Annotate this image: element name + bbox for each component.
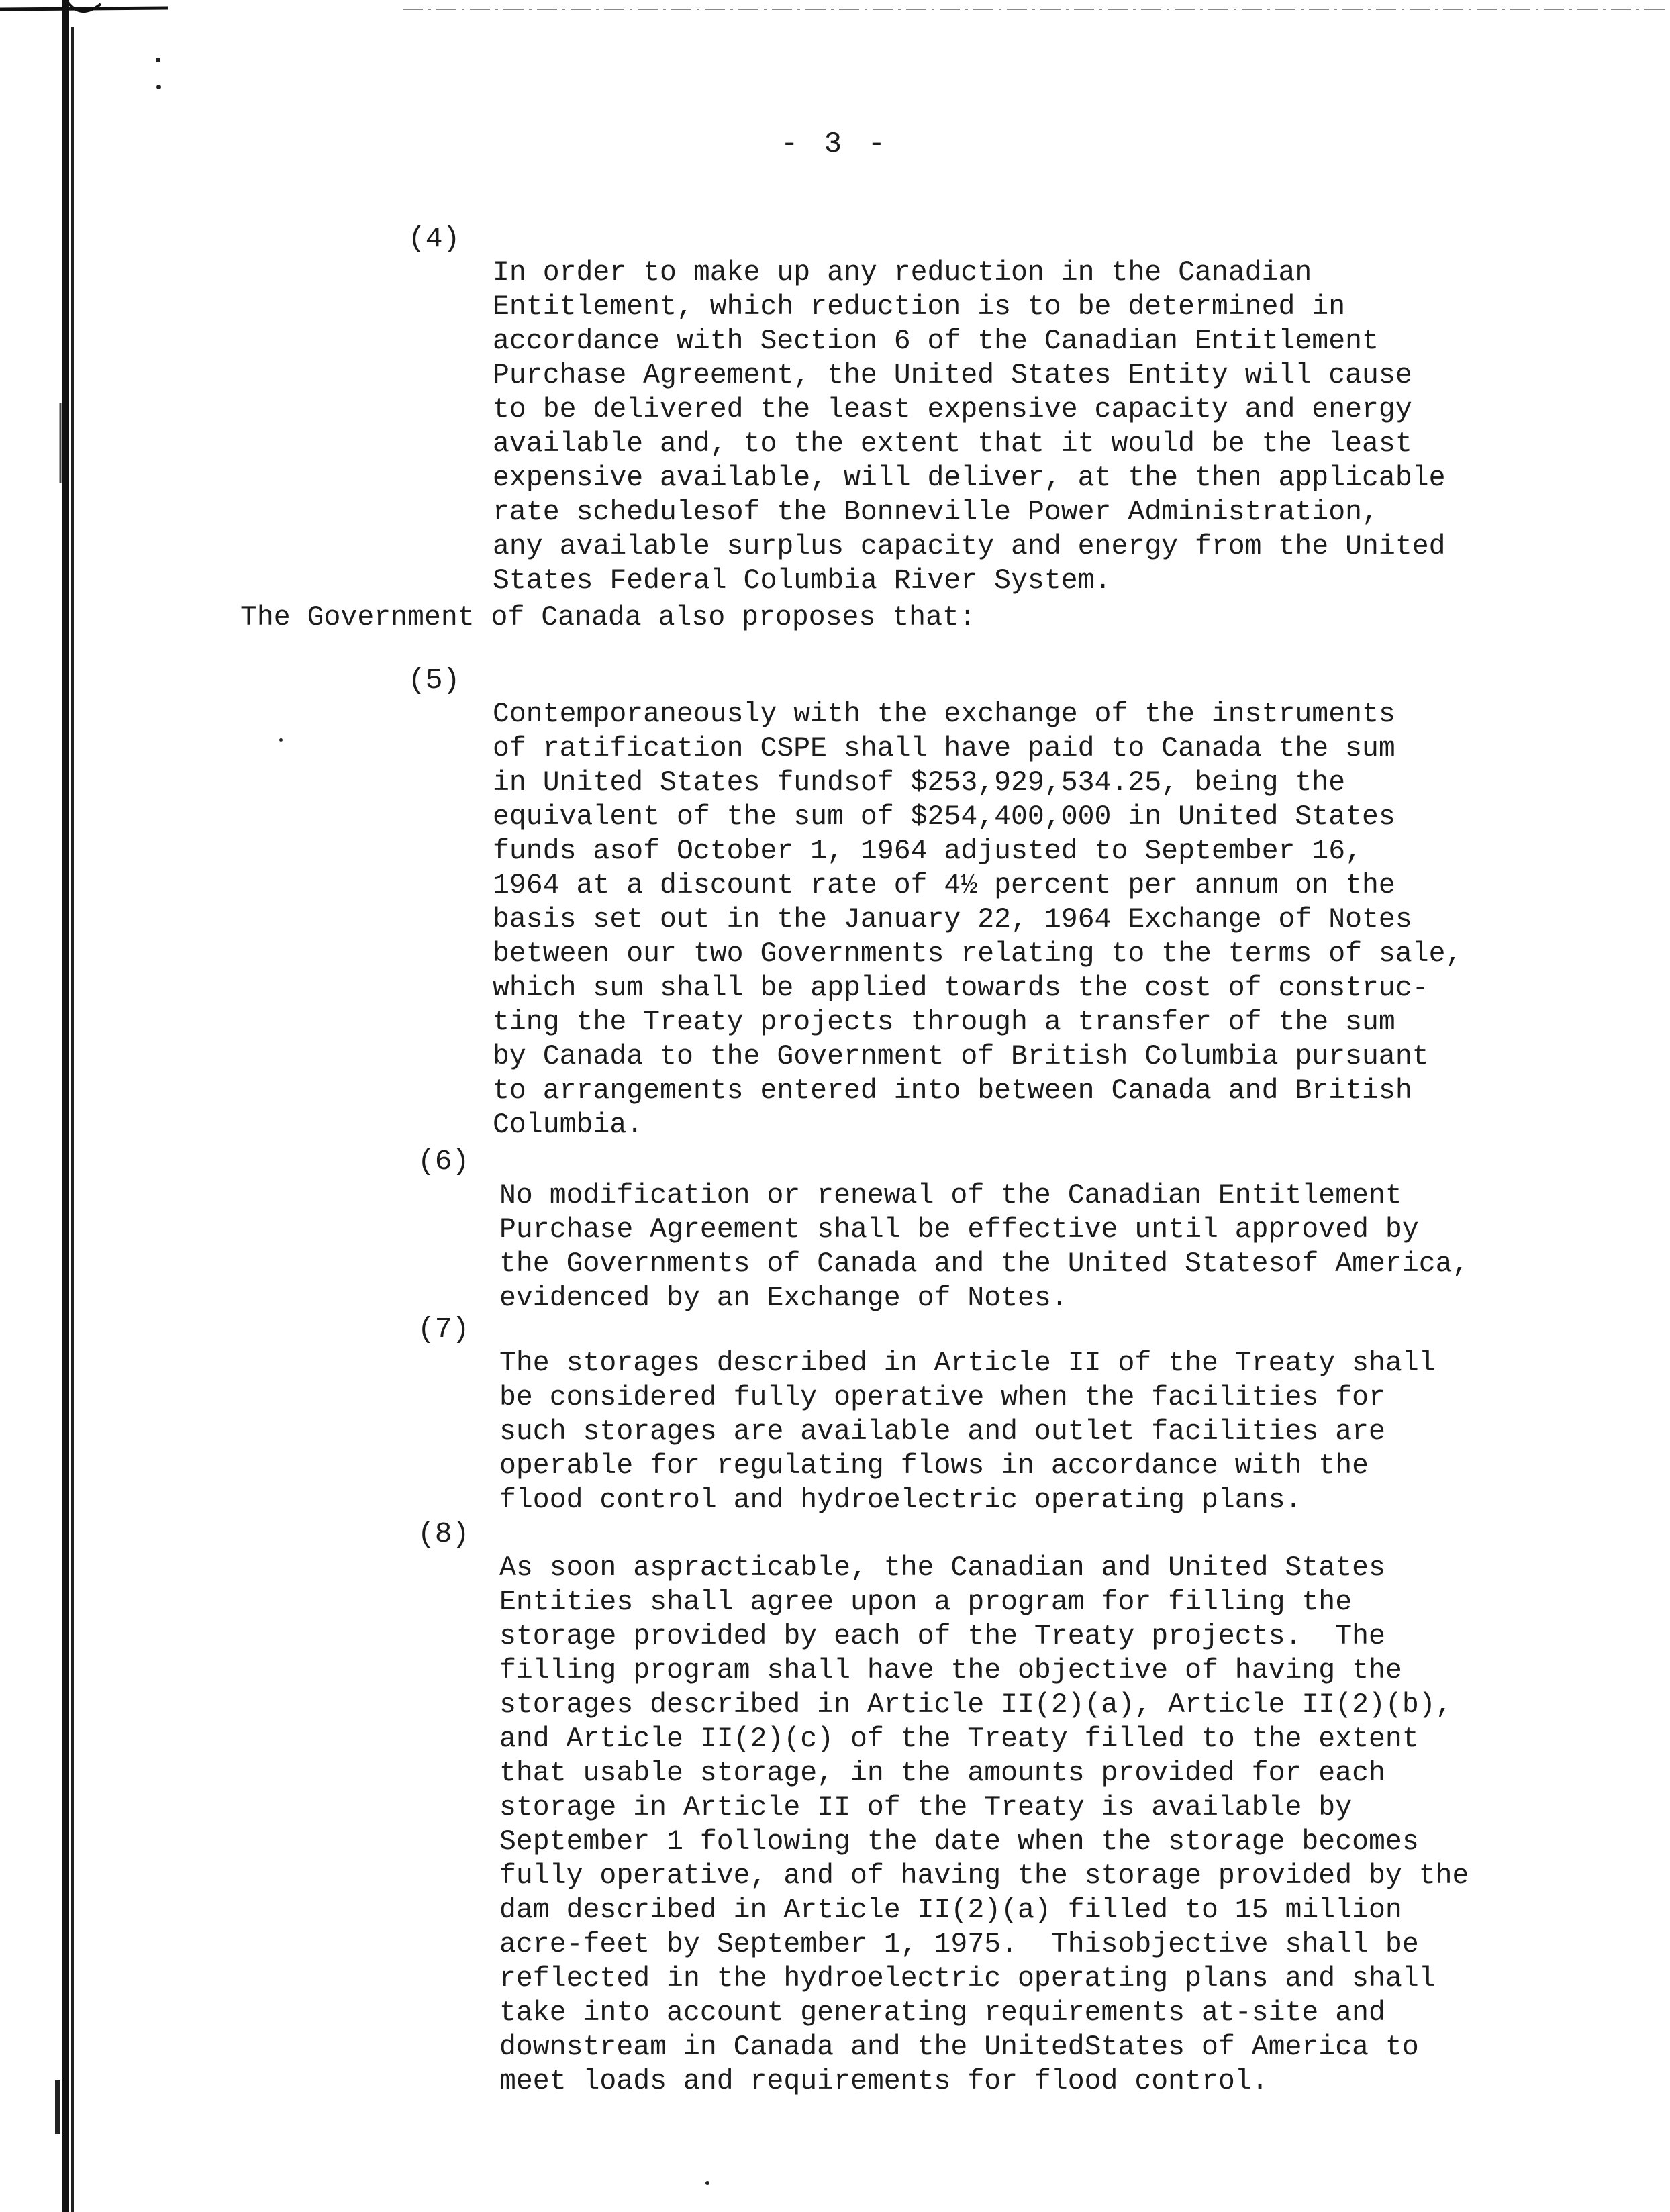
paragraph-number: (6) <box>418 1145 470 1178</box>
text-line: Entitlement, which reduction is to be determined in <box>493 291 1346 323</box>
scan-edge-top-decoration <box>0 0 1670 27</box>
text-line: to be delivered the least expensive capacity and energy <box>493 394 1412 425</box>
text-line: In order to make up any reduction in the Canadian <box>493 257 1312 289</box>
text-line: in United States fundsof $253,929,534.25, being the <box>493 767 1346 799</box>
text-line: acre-feet by September 1, 1975. Thisobjective shall be <box>499 1929 1419 1960</box>
text-line: Columbia. <box>493 1109 644 1141</box>
paragraph-7-text <box>499 1312 1436 1552</box>
intro-sentence: The Government of Canada also proposes that: <box>240 602 976 634</box>
text-line: Purchase Agreement, the United States Entity will cause <box>493 360 1412 391</box>
text-line: equivalent of the sum of $254,400,000 in United States <box>493 801 1395 833</box>
text-line: dam described in Article II(2)(a) filled to 15 million <box>499 1895 1402 1926</box>
text-line: September 1 following the date when the storage becomes <box>499 1826 1419 1858</box>
text-line: by Canada to the Government of British Columbia pursuant <box>493 1041 1429 1072</box>
text-line: meet loads and requirements for flood control. <box>499 2066 1269 2097</box>
paragraph-number: (5) <box>408 664 460 697</box>
text-line: As soon aspracticable, the Canadian and United States <box>499 1552 1385 1584</box>
text-line: the Governments of Canada and the United Statesof America, <box>499 1248 1469 1280</box>
text-line: and Article II(2)(c) of the Treaty filled to the extent <box>499 1723 1419 1755</box>
text-line: ting the Treaty projects through a transfer of the sum <box>493 1007 1395 1038</box>
text-line: 1964 at a discount rate of 4½ percent per annum on the <box>493 870 1395 901</box>
text-line: filling program shall have the objective of having the <box>499 1655 1402 1687</box>
scan-speck <box>705 2181 709 2185</box>
text-line: rate schedulesof the Bonneville Power Administration, <box>493 497 1379 528</box>
text-line: reflected in the hydroelectric operating plans and shall <box>499 1963 1436 1995</box>
text-line: evidenced by an Exchange of Notes. <box>499 1283 1068 1314</box>
text-line: storage in Article II of the Treaty is available by <box>499 1792 1353 1823</box>
text-line: downstream in Canada and the UnitedStates of America to <box>499 2031 1419 2063</box>
text-line: Entities shall agree upon a program for filling the <box>499 1587 1353 1618</box>
paragraph-4-text <box>493 221 1446 632</box>
text-line: storages described in Article II(2)(a), Article II(2)(b), <box>499 1689 1453 1721</box>
text-line: that usable storage, in the amounts provided for each <box>499 1758 1385 1789</box>
text-line: Purchase Agreement shall be effective until approved by <box>499 1214 1419 1246</box>
text-line: of ratification CSPE shall have paid to Canada the sum <box>493 733 1395 764</box>
text-line: which sum shall be applied towards the cost of construc- <box>493 972 1429 1004</box>
text-line: available and, to the extent that it would be the least <box>493 428 1412 460</box>
paragraph-5-text <box>493 663 1462 1176</box>
paragraph-number: (8) <box>418 1517 470 1550</box>
text-line: States Federal Columbia River System. <box>493 565 1112 597</box>
text-line: such storages are available and outlet facilities are <box>499 1416 1385 1448</box>
text-line: be considered fully operative when the facilities for <box>499 1382 1385 1413</box>
text-line: flood control and hydroelectric operating plans. <box>499 1485 1302 1516</box>
paragraph-number: (7) <box>418 1313 470 1346</box>
paragraph-8-text <box>499 1517 1469 2133</box>
scan-speck <box>156 58 160 62</box>
text-line: to arrangements entered into between Canada and British <box>493 1075 1412 1107</box>
text-line: No modification or renewal of the Canadian Entitlement <box>499 1180 1402 1211</box>
text-line: fully operative, and of having the storage provided by the <box>499 1860 1469 1892</box>
text-line: operable for regulating flows in accordance with the <box>499 1450 1369 1482</box>
scan-speck <box>279 738 283 742</box>
text-line: storage provided by each of the Treaty projects. The <box>499 1621 1385 1652</box>
paragraph-number: (4) <box>408 222 460 255</box>
scan-edge-left-decoration <box>52 0 79 2212</box>
text-line: Contemporaneously with the exchange of the instruments <box>493 699 1395 730</box>
text-line: any available surplus capacity and energy from the United <box>493 531 1446 562</box>
text-line: basis set out in the January 22, 1964 Exchange of Notes <box>493 904 1412 936</box>
text-line: funds asof October 1, 1964 adjusted to September 16, <box>493 836 1363 867</box>
scan-speck <box>156 85 161 89</box>
text-line: between our two Governments relating to the terms of sale, <box>493 938 1463 970</box>
text-line: The storages described in Article II of the Treaty shall <box>499 1348 1436 1379</box>
page-number: - 3 - <box>780 128 890 161</box>
text-line: expensive available, will deliver, at the then applicable <box>493 462 1446 494</box>
text-line: accordance with Section 6 of the Canadian Entitlement <box>493 325 1379 357</box>
text-line: take into account generating requirements at-site and <box>499 1997 1385 2029</box>
